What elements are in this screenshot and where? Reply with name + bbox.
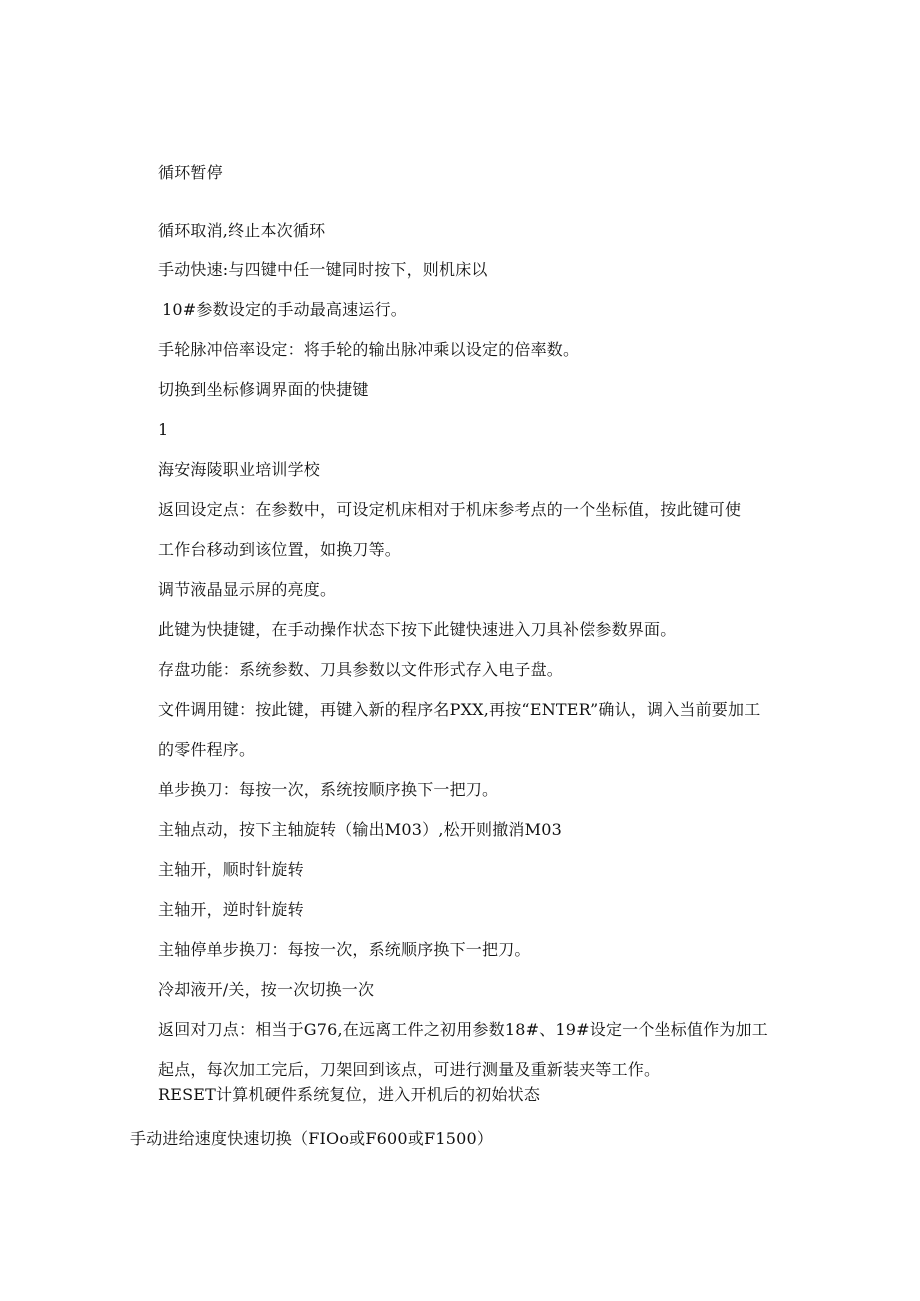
- text-line-return-tool-point-cont: 起点，每次加工完后，刀架回到该点，可进行测量及重新装夹等工作。: [158, 1060, 661, 1079]
- text-line-coord-shortcut: 切换到坐标修调界面的快捷键: [158, 380, 369, 399]
- text-line-manual-rapid: 手动快速:与四键中任一键同时按下，则机床以: [158, 260, 488, 279]
- text-line-return-setpoint: 返回设定点：在参数中，可设定机床相对于机床参考点的一个坐标值，按此键可使: [158, 500, 742, 519]
- text-line-tool-comp-shortcut: 此键为快捷键，在手动操作状态下按下此键快速进入刀具补偿参数界面。: [158, 620, 677, 639]
- text-line-feed-rate-switch: 手动进给速度快速切换（FIOo或F600或F1500）: [130, 1129, 494, 1148]
- text-line-file-load: 文件调用键：按此键，再键入新的程序名PXX,再按“ENTER”确认，调入当前要加工: [158, 700, 761, 719]
- text-line-param-10: 10#参数设定的手动最高速运行。: [162, 300, 407, 319]
- text-line-coolant: 冷却液开/关，按一次切换一次: [158, 980, 375, 999]
- page-number: 1: [158, 420, 169, 439]
- text-line-handwheel-rate: 手轮脉冲倍率设定：将手轮的输出脉冲乘以设定的倍率数。: [158, 340, 580, 359]
- text-line-single-tool-change: 单步换刀：每按一次，系统按顺序换下一把刀。: [158, 780, 499, 799]
- text-line-save: 存盘功能：系统参数、刀具参数以文件形式存入电子盘。: [158, 660, 564, 679]
- text-line-spindle-cw: 主轴开，顺时针旋转: [158, 860, 304, 879]
- text-line-lcd-brightness: 调节液晶显示屏的亮度。: [158, 580, 337, 599]
- text-line-cycle-cancel: 循环取消,终止本次循环: [158, 221, 326, 240]
- school-name: 海安海陵职业培训学校: [158, 460, 321, 479]
- text-line-return-tool-point: 返回对刀点：相当于G76,在远离工件之初用参数18#、19#设定一个坐标值作为加工: [158, 1020, 768, 1039]
- text-line-spindle-stop: 主轴停单步换刀：每按一次，系统顺序换下一把刀。: [158, 940, 531, 959]
- text-line-cycle-pause: 循环暂停: [158, 163, 223, 182]
- text-line-file-load-cont: 的零件程序。: [158, 740, 256, 759]
- text-line-spindle-jog: 主轴点动，按下主轴旋转（输出M03）,松开则撤消M03: [158, 820, 562, 839]
- text-line-reset: RESET计算机硬件系统复位，进入开机后的初始状态: [158, 1085, 541, 1104]
- text-line-spindle-ccw: 主轴开，逆时针旋转: [158, 900, 304, 919]
- text-line-return-setpoint-cont: 工作台移动到该位置，如换刀等。: [158, 540, 402, 559]
